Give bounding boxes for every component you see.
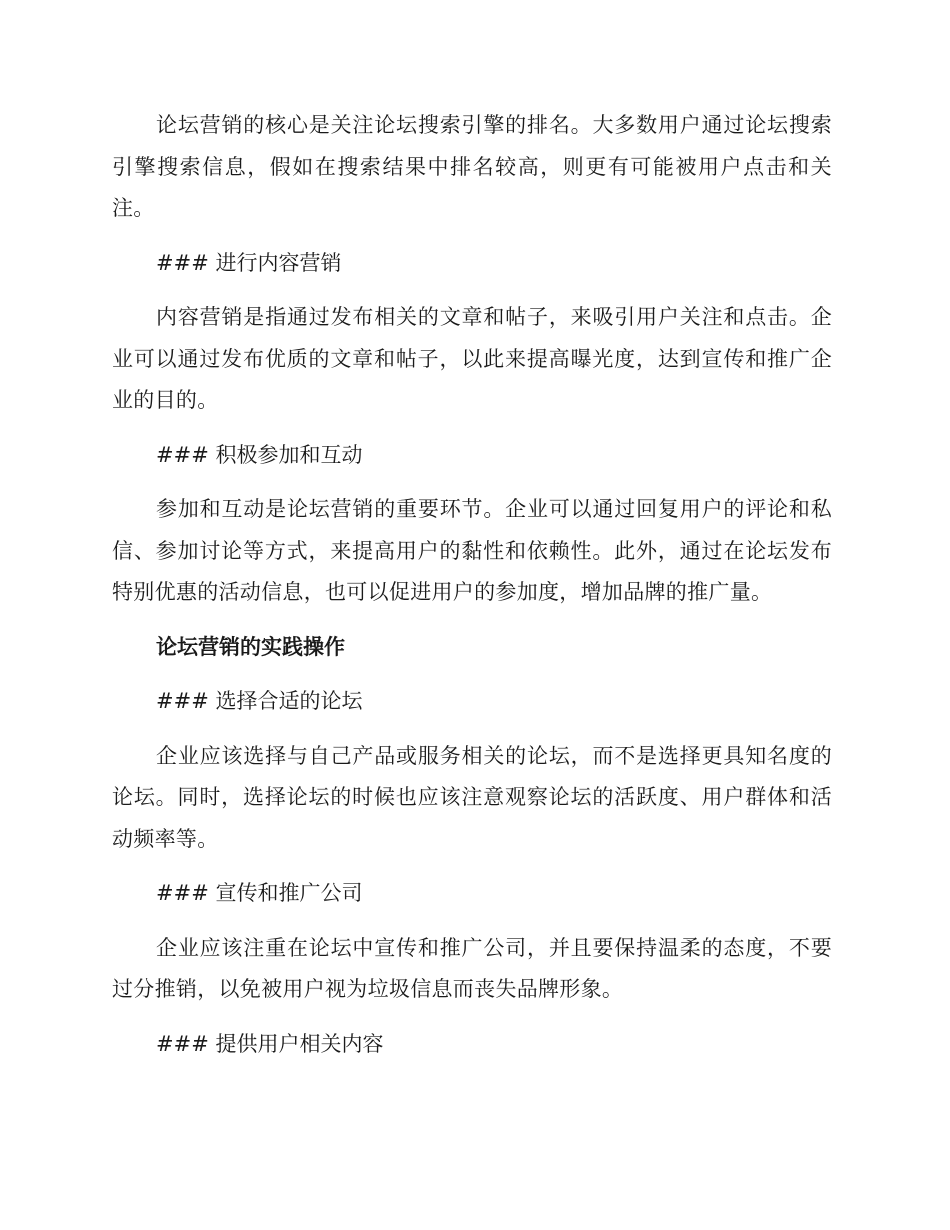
heading-choose-forum: ### 选择合适的论坛 xyxy=(156,689,363,713)
paragraph-participation: 参加和互动是论坛营销的重要环节。企业可以通过回复用户的评论和私信、参加讨论等方式，来提高用户的黏性和依赖性。此外，通过在论坛发布特别优惠的活动信息，也可以促进用户的参加度，增加品牌的推广量。 xyxy=(112,497,832,604)
heading-promote-company: ### 宣传和推广公司 xyxy=(156,881,363,905)
document-body xyxy=(112,105,832,1065)
section-heading-practice: 论坛营销的实践操作 xyxy=(156,634,345,659)
heading-content-marketing: ### 进行内容营销 xyxy=(156,250,342,275)
paragraph-search-ranking: 论坛营销的核心是关注论坛搜索引擎的排名。大多数用户通过论坛搜索引擎搜索信息，假如在搜索结果中排名较高，则更有可能被用户点击和关注。 xyxy=(112,113,832,220)
heading-user-content: ### 提供用户相关内容 xyxy=(156,1031,384,1056)
paragraph-promote-company: 企业应该注重在论坛中宣传和推广公司，并且要保持温柔的态度，不要过分推销，以免被用户视为垃圾信息而丧失品牌形象。 xyxy=(112,935,832,1001)
paragraph-choose-forum: 企业应该选择与自己产品或服务相关的论坛，而不是选择更具知名度的论坛。同时，选择论坛的时候也应该注意观察论坛的活跃度、用户群体和活动频率等。 xyxy=(112,743,832,851)
heading-participation: ### 积极参加和互动 xyxy=(156,442,363,467)
paragraph-content-marketing: 内容营销是指通过发布相关的文章和帖子，来吸引用户关注和点击。企业可以通过发布优质的文章和帖子，以此来提高曝光度，达到宣传和推广企业的目的。 xyxy=(112,305,832,412)
